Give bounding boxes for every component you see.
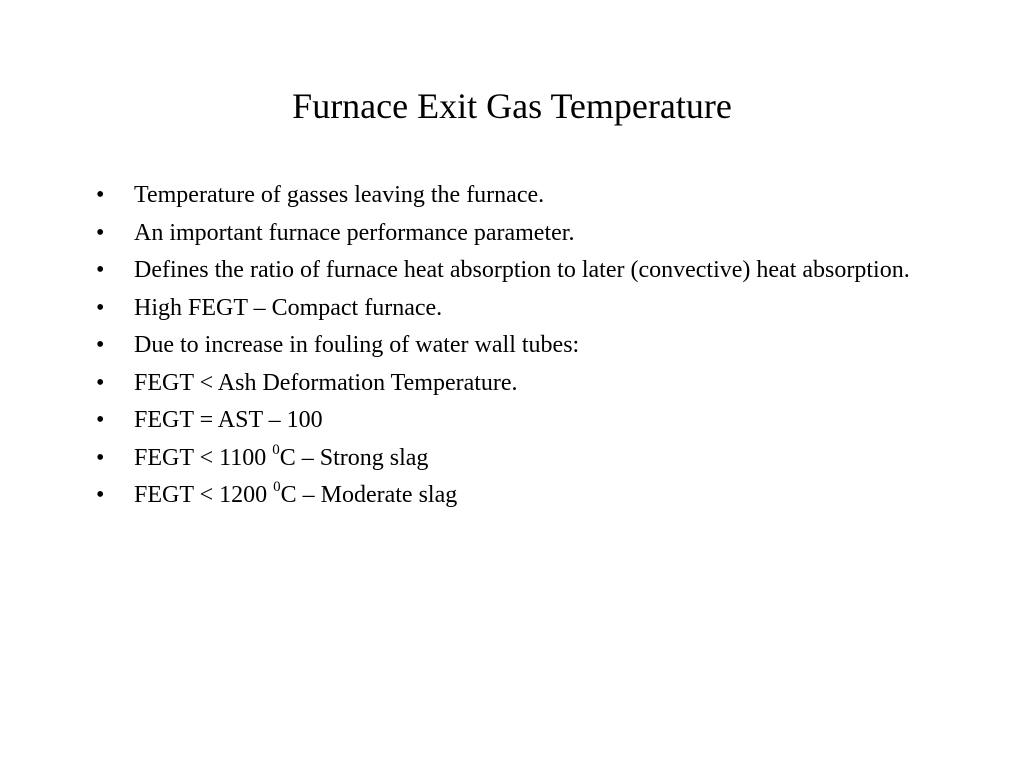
bullet-marker: • [96,294,105,321]
bullet-text [134,479,458,508]
bullet-item [96,219,936,247]
bullet-marker: • [96,182,105,208]
slide-title: Furnace Exit Gas Temperature [292,86,732,126]
bullet-item [96,256,936,284]
bullet-text-post: C – Moderate slag [280,482,458,508]
bullet-marker: • [96,257,105,283]
bullet-item [96,294,936,322]
bullet-text-pre: FEGT < 1200 [134,482,274,508]
bullet-marker: • [96,407,105,433]
bullet-text: Temperature of gasses leaving the furnace. [134,182,545,208]
bullet-text: Defines the ratio of furnace heat absorption to later (convective) heat absorption. [134,257,910,283]
bullet-text: FEGT = AST – 100 [134,407,323,433]
bullet-item [96,406,936,434]
bullet-marker: • [96,369,105,396]
bullet-item [96,369,936,397]
bullet-item [96,441,936,472]
bullet-item [96,331,936,359]
bullet-text: FEGT < Ash Deformation Temperature. [134,369,518,396]
bullet-marker: • [96,444,105,471]
bullet-list [96,181,936,519]
bullet-text-post: C – Strong slag [279,444,429,471]
degree-superscript: 0 [272,441,280,458]
bullet-text: Due to increase in fouling of water wall tubes: [134,332,580,358]
bullet-item [96,481,936,509]
bullet-marker: • [96,482,105,508]
bullet-text [134,441,429,471]
bullet-text-pre: FEGT < 1100 [134,444,273,471]
bullet-marker: • [96,219,105,246]
bullet-marker: • [96,332,105,358]
bullet-text: High FEGT – Compact furnace. [134,294,443,321]
degree-superscript: 0 [273,479,281,495]
bullet-item [96,181,936,209]
bullet-text: An important furnace performance parameter. [134,219,575,246]
